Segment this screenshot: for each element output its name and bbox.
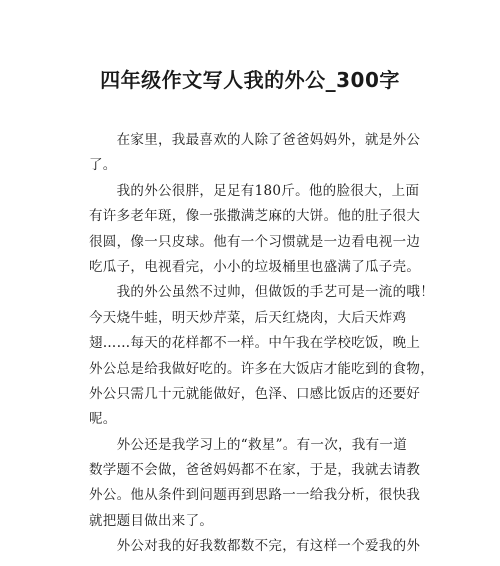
- paragraph-line: 外公还是我学习上的“救星”。有一次，我有一道: [89, 436, 408, 453]
- paragraph-1: [89, 128, 419, 179]
- paragraph-line: 呢。: [89, 411, 117, 428]
- document-title: 四年级作文写人我的外公_300字: [100, 68, 400, 92]
- paragraph-line: 今天烧牛蛙，明天炒芹菜，后天红烧肉，大后天炸鸡: [89, 309, 407, 326]
- paragraph-2: [89, 179, 419, 281]
- paragraph-line: 外公总是给我做好吃的。许多在大饭店才能吃到的食物，: [89, 360, 434, 377]
- paragraph-line: 吃瓜子，电视看完，小小的垃圾桶里也盛满了瓜子壳。: [89, 258, 421, 275]
- paragraph-line: 数学题不会做，爸爸妈妈都不在家，于是，我就去请教: [89, 462, 421, 479]
- paragraph-line: 翅……每天的花样都不一样。中午我在学校吃饭，晚上: [89, 335, 421, 352]
- paragraph-line: 在家里，我最喜欢的人除了爸爸妈妈外，就是外公: [89, 132, 421, 148]
- paragraph-line: 我的外公虽然不过帅，但做饭的手艺可是一流的哦！: [89, 284, 434, 301]
- paragraph-line: 外公只需几十元就能做好，色泽、口感比饭店的还要好: [89, 385, 421, 402]
- document-body: [89, 128, 434, 560]
- paragraph-line: 就把题目做出来了。: [89, 512, 214, 529]
- paragraph-5: [89, 534, 419, 559]
- paragraph-line: 很圆，像一只皮球。他有一个习惯就是一边看电视一边: [89, 233, 421, 250]
- paragraph-line: 了。: [89, 157, 117, 174]
- paragraph-3: [89, 280, 434, 432]
- paragraph-line: 外公对我的好我数都数不完，有这样一个爱我的外: [89, 538, 421, 555]
- paragraph-line: 我的外公很胖，足足有180斤。他的脸很大，上面: [89, 182, 420, 199]
- paragraph-4: [89, 433, 419, 535]
- paragraph-line: 有许多老年斑，像一张撒满芝麻的大饼。他的肚子很大: [89, 208, 421, 225]
- paragraph-line: 外公。他从条件到问题再到思路一一给我分析，很快我: [89, 487, 421, 504]
